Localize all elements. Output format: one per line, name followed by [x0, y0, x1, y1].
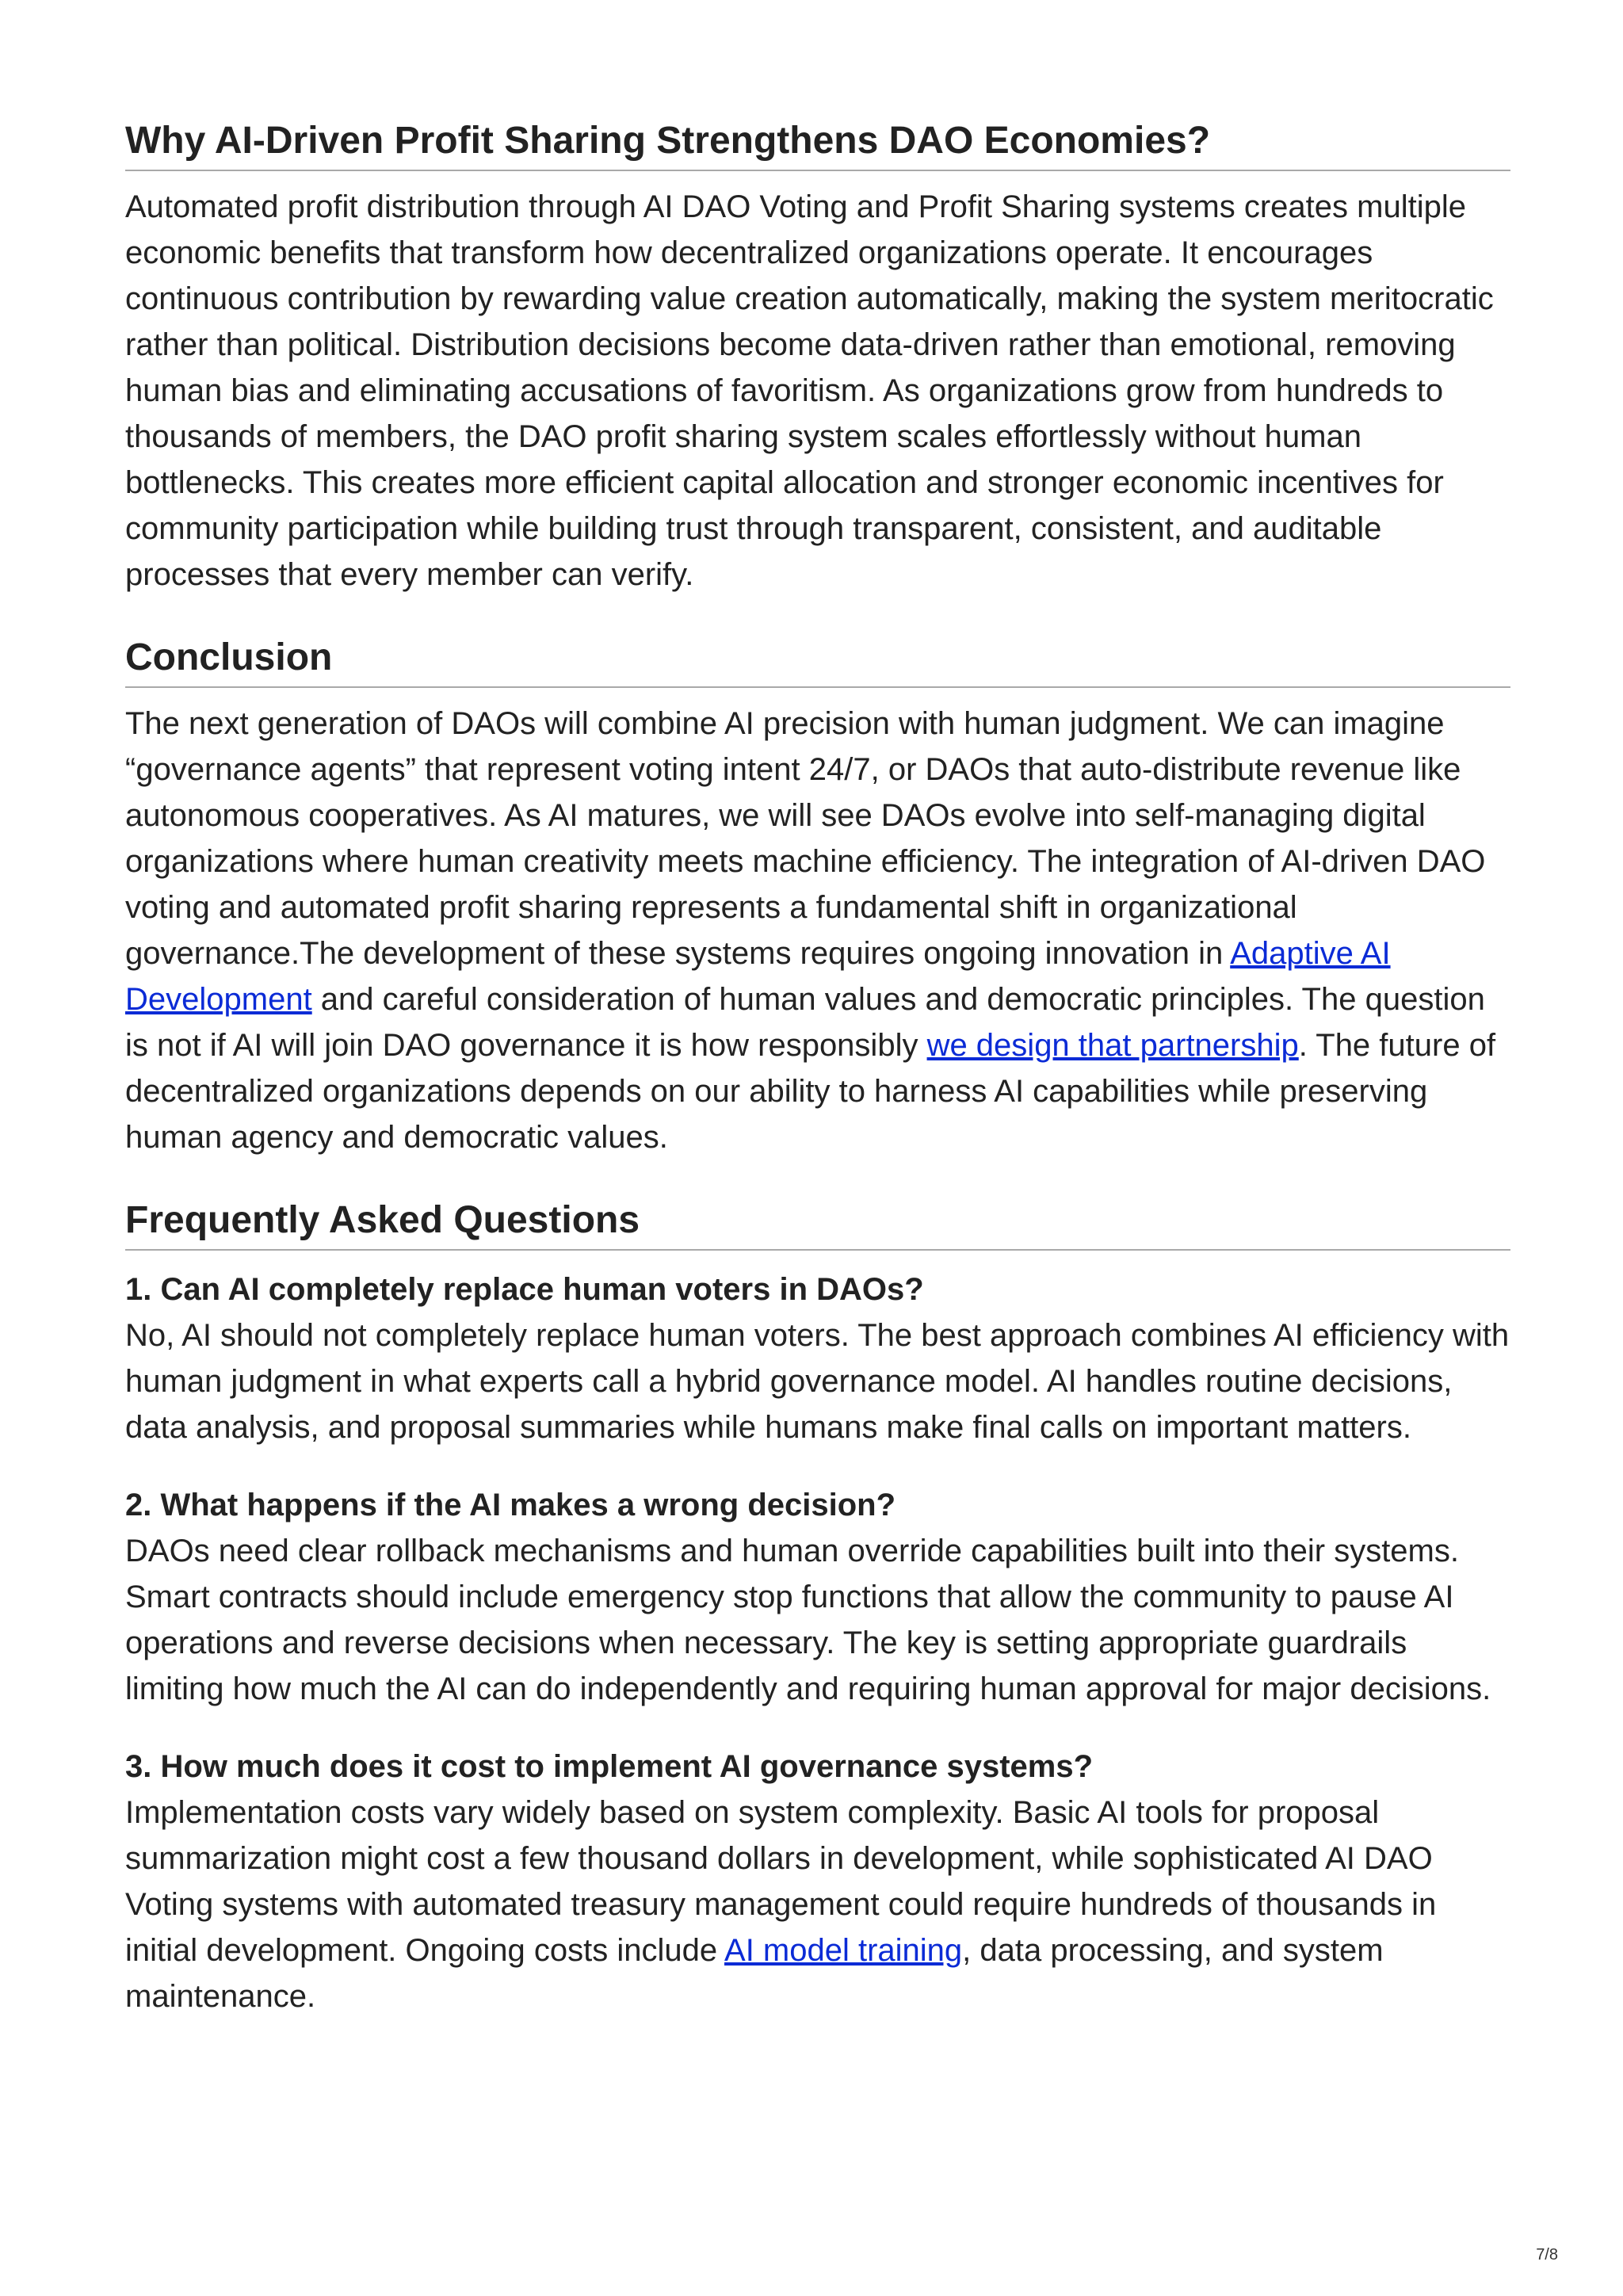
faq-answer-2: DAOs need clear rollback mechanisms and human override capabilities built into their systems. Smart contracts should include emergency stop functions that allow the community to pause AI operations and reverse decisions when necessary. The key is setting appropriate guardrails limiting how much the AI can do independently and requiring human approval for major decisions. — [125, 1534, 1491, 1706]
link-we-design-that-partnership[interactable]: we design that partnership — [926, 1028, 1299, 1063]
faq-question-3: 3. How much does it cost to implement AI governance systems? — [125, 1749, 1094, 1784]
paragraph-conclusion — [125, 701, 1510, 1160]
faq-answer-3 — [125, 1790, 1510, 2019]
faq-answer-3-part-1: Implementation costs vary widely based on system complexity. Basic AI tools for proposal summarization might cost a few thousand dollars in development, while sophisticated AI DAO Voting systems with automated treasury management could require hundreds of thousands in initial development. Ongoing costs include — [125, 1795, 1437, 1968]
conclusion-text-part-1: The next generation of DAOs will combine AI precision with human judgment. We can imagine “governance agents” that represent voting intent 24/7, or DAOs that auto-distribute revenue like autonomous cooperatives. As AI matures, we will see DAOs evolve into self-managing digital organizations where human creativity meets machine efficiency. The integration of AI-driven DAO voting and automated profit sharing represents a fundamental shift in organizational governance.The development of these systems requires ongoing innovation in — [125, 706, 1486, 971]
section-faq — [125, 1197, 1510, 2019]
faq-item-2 — [125, 1482, 1510, 1712]
faq-answer-1: No, AI should not completely replace human voters. The best approach combines AI efficiency with human judgment in what experts call a hybrid governance model. AI handles routine decisions, data analysis, and proposal summaries while humans make final calls on important matters. — [125, 1318, 1510, 1445]
faq-question-1: 1. Can AI completely replace human voters in DAOs? — [125, 1272, 924, 1307]
conclusion-text-part-3: . The future of decentralized organizations depends on our ability to harness AI capabilities while preserving human agency and democratic values. — [125, 1028, 1496, 1155]
section-heading-faq: Frequently Asked Questions — [125, 1197, 1510, 1251]
section-heading-profit-sharing: Why AI-Driven Profit Sharing Strengthens DAO Economies? — [125, 117, 1510, 171]
faq-question-2: 2. What happens if the AI makes a wrong decision? — [125, 1488, 896, 1522]
faq-item-1 — [125, 1266, 1510, 1450]
link-ai-model-training[interactable]: AI model training — [724, 1933, 963, 1968]
section-conclusion — [125, 634, 1510, 1160]
paragraph-profit-sharing: Automated profit distribution through AI DAO Voting and Profit Sharing systems creates multiple economic benefits that transform how decentralized organizations operate. It encourages continuous contribution by rewarding value creation automatically, making the system meritocratic rather than political. Distribution decisions become data-driven rather than emotional, removing human bias and eliminating accusations of favoritism. As organizations grow from hundreds to thousands of members, the DAO profit sharing system scales effortlessly without human bottlenecks. This creates more efficient capital allocation and stronger economic incentives for community participation while building trust through transparent, consistent, and auditable processes that every member can verify. — [125, 189, 1494, 592]
section-heading-conclusion: Conclusion — [125, 634, 1510, 688]
document-page — [125, 105, 1510, 2019]
page-number: 7/8 — [1536, 2246, 1558, 2264]
link-adaptive-ai-development[interactable]: Adaptive AI Development — [125, 936, 1391, 1017]
faq-answer-3-part-2: , data processing, and system maintenance. — [125, 1933, 1384, 2014]
section-profit-sharing — [125, 117, 1510, 598]
faq-item-3 — [125, 1744, 1510, 2019]
conclusion-text-part-2: and careful consideration of human values and democratic principles. The question is not if AI will join DAO governance it is how responsibly — [125, 982, 1485, 1063]
